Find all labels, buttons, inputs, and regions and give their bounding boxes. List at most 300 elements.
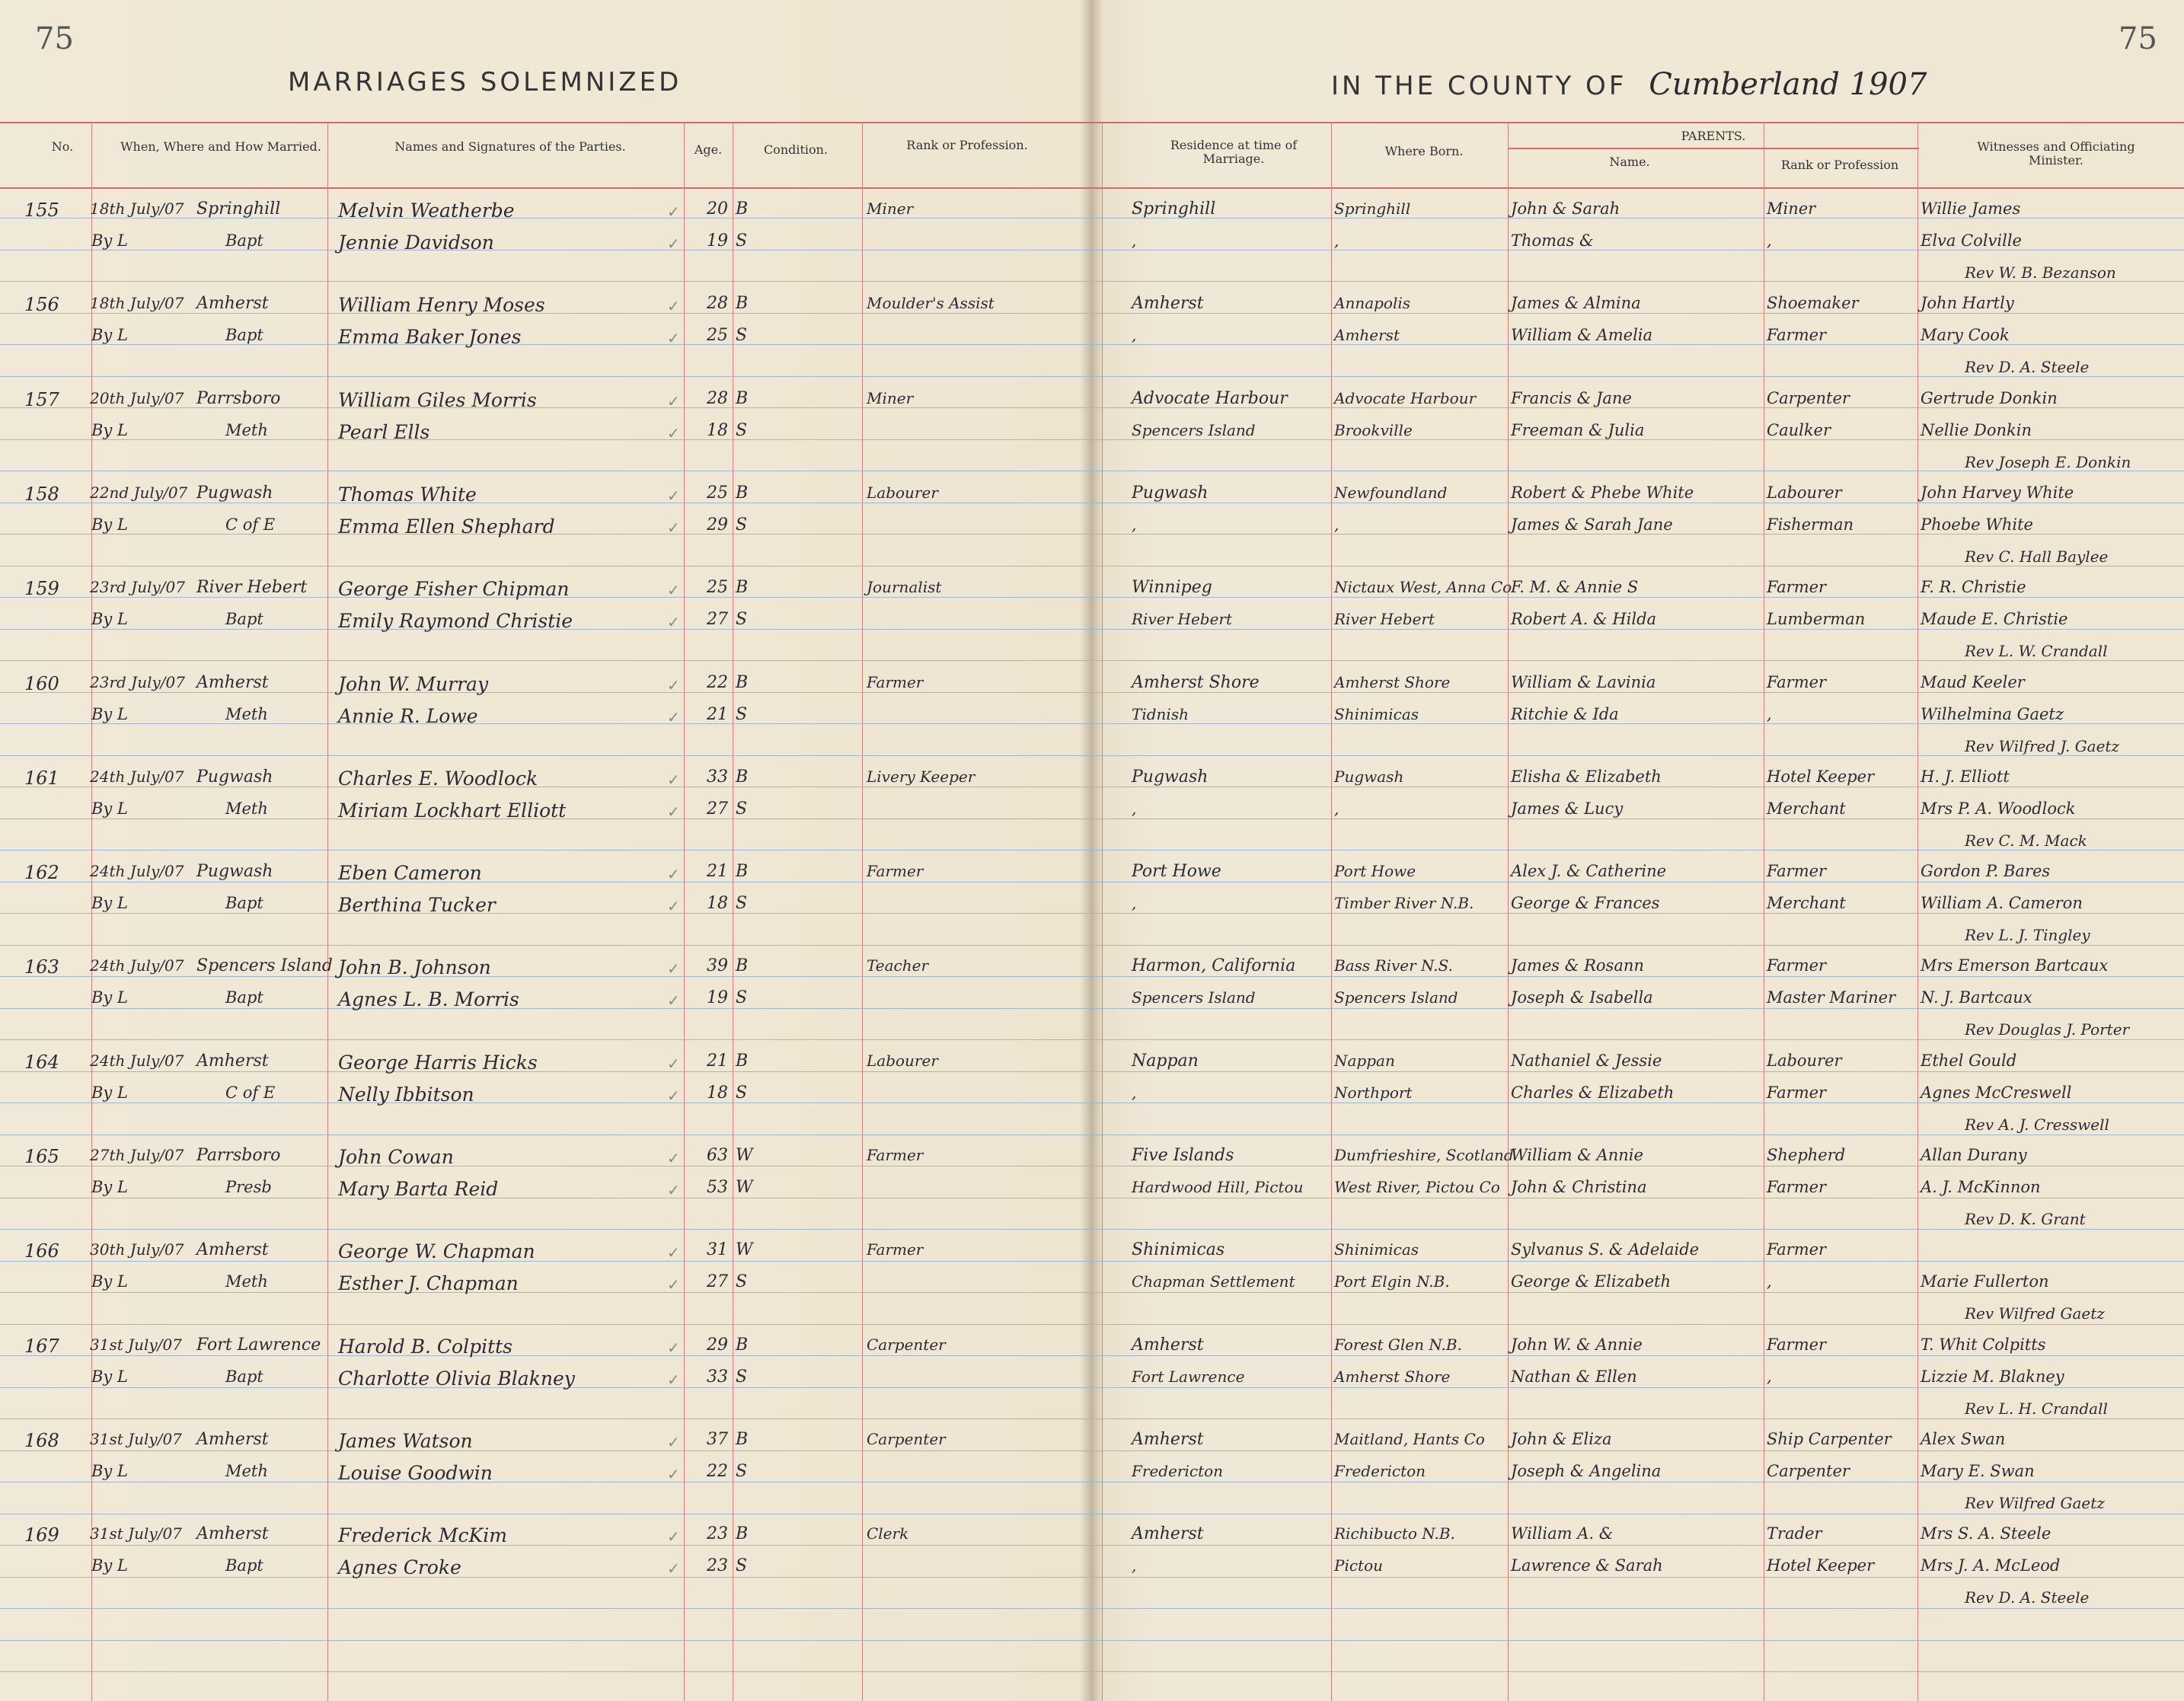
groom-residence: Shinimicas [1132, 1240, 1225, 1260]
entry-number: 155 [24, 199, 59, 221]
denomination: Meth [225, 1461, 268, 1480]
witness-2: Elva Colville [1921, 231, 2022, 250]
bride-parents: Joseph & Isabella [1511, 988, 1653, 1007]
bride-age: 19 [707, 988, 728, 1008]
bride-parent-rank: , [1767, 231, 1772, 250]
tick-mark: ✓ [667, 329, 680, 348]
groom-age: 37 [707, 1429, 728, 1449]
bride-name: Jennie Davidson [338, 231, 494, 254]
groom-parent-rank: Farmer [1767, 862, 1827, 881]
bride-name: Berthina Tucker [338, 894, 496, 917]
groom-condition: B [736, 388, 749, 408]
tick-mark: ✓ [667, 1370, 680, 1389]
groom-name: Charles E. Woodlock [338, 767, 538, 790]
marriage-place: Amherst [196, 672, 269, 692]
bride-birthplace: , [1334, 515, 1339, 534]
bride-parent-rank: Farmer [1767, 1178, 1827, 1196]
bride-residence: Fort Lawrence [1132, 1367, 1245, 1386]
bride-condition: S [736, 1083, 748, 1103]
bride-name: Emma Baker Jones [338, 326, 522, 349]
bride-condition: S [736, 610, 748, 630]
right-page [1090, 0, 2184, 1701]
bride-residence: , [1132, 326, 1137, 345]
entry-number: 164 [24, 1051, 59, 1073]
groom-birthplace: Nappan [1334, 1051, 1395, 1070]
officiating-minister: Rev Douglas J. Porter [1965, 1020, 2130, 1039]
marriage-date: 18th July/07 [90, 294, 184, 313]
groom-name: Melvin Weatherbe [338, 199, 515, 222]
tick-mark: ✓ [667, 1527, 680, 1546]
marriage-date: 31st July/07 [90, 1335, 182, 1354]
tick-mark: ✓ [667, 486, 680, 505]
groom-residence: Pugwash [1132, 767, 1209, 787]
groom-parent-rank: Farmer [1767, 1335, 1827, 1354]
groom-name: John W. Murray [338, 672, 489, 695]
entry-number: 169 [24, 1524, 59, 1546]
entry-number: 165 [24, 1146, 59, 1167]
bride-birthplace: Amherst [1334, 326, 1400, 345]
entry-number: 167 [24, 1335, 59, 1357]
groom-age: 25 [707, 578, 728, 598]
bride-parents: James & Lucy [1511, 799, 1624, 818]
witness-2: A. J. McKinnon [1921, 1178, 2041, 1196]
groom-parent-rank: Farmer [1767, 578, 1827, 597]
groom-parent-rank: Hotel Keeper [1767, 767, 1875, 786]
licence-type: By L [91, 988, 128, 1007]
bride-parents: Ritchie & Ida [1511, 704, 1619, 723]
page-number-right: 75 [2119, 21, 2157, 56]
bride-parent-rank: Caulker [1767, 420, 1831, 439]
col-head-witnesses: Witnesses and Officiating Minister. [1977, 139, 2135, 168]
groom-profession: Labourer [867, 1051, 938, 1070]
witness-2: William A. Cameron [1921, 894, 2083, 913]
tick-mark: ✓ [667, 1181, 680, 1199]
column-rule [1102, 122, 1103, 1701]
groom-parent-rank: Labourer [1767, 1051, 1842, 1070]
entry-number: 159 [24, 578, 59, 600]
marriage-place: Amherst [196, 294, 269, 314]
witness-1: T. Whit Colpitts [1921, 1335, 2046, 1354]
bride-condition: S [736, 988, 748, 1008]
officiating-minister: Rev Joseph E. Donkin [1965, 452, 2131, 471]
bride-parents: James & Sarah Jane [1511, 515, 1673, 534]
bride-name: Annie R. Lowe [338, 704, 478, 727]
groom-parents: Nathaniel & Jessie [1511, 1051, 1662, 1070]
groom-residence: Amherst [1132, 1429, 1204, 1449]
officiating-minister: Rev Wilfred J. Gaetz [1965, 736, 2119, 755]
licence-type: By L [91, 1083, 128, 1102]
column-rule [862, 122, 863, 1701]
marriage-place: Parrsboro [196, 388, 281, 408]
marriage-place: Amherst [196, 1524, 269, 1544]
tick-mark: ✓ [667, 203, 680, 221]
groom-parents: Elisha & Elizabeth [1511, 767, 1662, 786]
marriage-date: 30th July/07 [90, 1240, 184, 1259]
bride-age: 25 [707, 326, 728, 346]
marriage-date: 24th July/07 [90, 767, 184, 786]
groom-parent-rank: Shoemaker [1767, 294, 1859, 313]
column-rule [327, 122, 328, 1701]
witness-1: Allan Durany [1921, 1146, 2027, 1164]
groom-birthplace: Port Howe [1334, 862, 1416, 881]
groom-age: 20 [707, 199, 728, 219]
groom-birthplace: Bass River N.S. [1334, 956, 1453, 975]
bride-birthplace: , [1334, 231, 1339, 250]
groom-name: John B. Johnson [338, 956, 491, 979]
denomination: Bapt [225, 1556, 263, 1575]
bride-birthplace: , [1334, 799, 1339, 818]
groom-residence: Springhill [1132, 199, 1216, 219]
witness-1: F. R. Christie [1921, 578, 2026, 597]
bride-parents: Freeman & Julia [1511, 420, 1645, 439]
bride-birthplace: Port Elgin N.B. [1334, 1272, 1450, 1291]
groom-residence: Five Islands [1132, 1146, 1234, 1165]
groom-condition: B [736, 1524, 749, 1544]
tick-mark: ✓ [667, 1275, 680, 1294]
groom-name: William Henry Moses [338, 294, 545, 317]
groom-parents: James & Almina [1511, 294, 1641, 313]
tick-mark: ✓ [667, 1149, 680, 1167]
tick-mark: ✓ [667, 707, 680, 726]
bride-birthplace: Amherst Shore [1334, 1367, 1451, 1386]
witness-1: John Hartly [1921, 294, 2014, 313]
denomination: Meth [225, 1272, 268, 1291]
groom-parent-rank: Carpenter [1767, 388, 1850, 407]
bride-birthplace: Spencers Island [1334, 988, 1458, 1007]
licence-type: By L [91, 1178, 128, 1196]
officiating-minister: Rev Wilfred Gaetz [1965, 1304, 2105, 1323]
officiating-minister: Rev L. H. Crandall [1965, 1399, 2108, 1418]
bride-condition: S [736, 1556, 748, 1576]
groom-profession: Miner [867, 388, 914, 407]
groom-residence: Amherst [1132, 1524, 1204, 1544]
denomination: Bapt [225, 1367, 263, 1386]
licence-type: By L [91, 1367, 128, 1386]
groom-parents: Sylvanus S. & Adelaide [1511, 1240, 1700, 1259]
witness-1: Gordon P. Bares [1921, 862, 2051, 881]
witness-2: Mrs J. A. McLeod [1921, 1556, 2061, 1575]
bride-condition: S [736, 231, 748, 251]
witness-2: Agnes McCreswell [1921, 1083, 2072, 1102]
groom-condition: B [736, 1335, 749, 1355]
licence-type: By L [91, 610, 128, 629]
groom-parents: John & Sarah [1511, 199, 1620, 218]
licence-type: By L [91, 420, 128, 439]
groom-age: 29 [707, 1335, 728, 1355]
groom-age: 21 [707, 1051, 728, 1071]
groom-birthplace: Pugwash [1334, 767, 1404, 786]
bride-residence: , [1132, 231, 1137, 250]
groom-parents: Francis & Jane [1511, 388, 1632, 407]
bride-parent-rank: Farmer [1767, 326, 1827, 345]
bride-residence: , [1132, 894, 1137, 913]
officiating-minister: Rev D. K. Grant [1965, 1210, 2086, 1228]
bride-parents: Robert A. & Hilda [1511, 610, 1657, 629]
groom-parents: John W. & Annie [1511, 1335, 1643, 1354]
bride-parent-rank: Fisherman [1767, 515, 1854, 534]
bride-age: 27 [707, 1272, 728, 1292]
entry-number: 168 [24, 1429, 59, 1451]
groom-residence: Amherst [1132, 1335, 1204, 1355]
tick-mark: ✓ [667, 802, 680, 821]
bride-age: 27 [707, 610, 728, 630]
groom-profession: Farmer [867, 1240, 924, 1259]
marriage-date: 31st July/07 [90, 1524, 182, 1543]
marriage-place: Pugwash [196, 862, 273, 882]
groom-birthplace: Newfoundland [1334, 483, 1448, 502]
bride-parents: Lawrence & Sarah [1511, 1556, 1663, 1575]
groom-profession: Moulder's Assist [867, 294, 995, 313]
entry-number: 156 [24, 294, 59, 316]
tick-mark: ✓ [667, 297, 680, 316]
witness-2: Mary Cook [1921, 326, 2010, 345]
groom-age: 39 [707, 956, 728, 976]
tick-mark: ✓ [667, 991, 680, 1010]
marriage-place: Amherst [196, 1240, 269, 1260]
entry-number: 166 [24, 1240, 59, 1262]
groom-parent-rank: Trader [1767, 1524, 1822, 1543]
marriage-place: River Hebert [196, 578, 308, 598]
groom-age: 28 [707, 388, 728, 408]
groom-birthplace: Springhill [1334, 199, 1411, 218]
bride-condition: S [736, 420, 748, 440]
marriage-place: Amherst [196, 1429, 269, 1449]
witness-2: Mary E. Swan [1921, 1461, 2035, 1480]
groom-birthplace: Forest Glen N.B. [1334, 1335, 1462, 1354]
bride-age: 53 [707, 1178, 728, 1197]
bride-birthplace: Northport [1334, 1083, 1413, 1102]
officiating-minister: Rev L. J. Tingley [1965, 926, 2090, 945]
witness-1: John Harvey White [1921, 483, 2074, 502]
bride-name: Louise Goodwin [338, 1461, 493, 1484]
licence-type: By L [91, 326, 128, 345]
bride-age: 18 [707, 894, 728, 914]
witness-1: Ethel Gould [1921, 1051, 2017, 1070]
marriage-date: 20th July/07 [90, 388, 184, 407]
groom-name: George Fisher Chipman [338, 578, 570, 601]
bride-parents: Thomas & [1511, 231, 1594, 250]
groom-parent-rank: Farmer [1767, 1240, 1827, 1259]
bride-birthplace: Pictou [1334, 1556, 1384, 1575]
groom-residence: Harmon, California [1132, 956, 1296, 976]
bride-name: Emily Raymond Christie [338, 610, 573, 633]
groom-age: 33 [707, 767, 728, 787]
bride-residence: , [1132, 1083, 1137, 1102]
groom-profession: Miner [867, 199, 914, 218]
groom-condition: B [736, 862, 749, 882]
denomination: C of E [225, 1083, 276, 1102]
groom-condition: B [736, 1429, 749, 1449]
groom-parents: William & Annie [1511, 1146, 1643, 1164]
groom-birthplace: Shinimicas [1334, 1240, 1419, 1259]
bride-residence: Spencers Island [1132, 420, 1256, 439]
bride-age: 19 [707, 231, 728, 251]
col-head-names: Names and Signatures of the Parties. [394, 139, 626, 154]
tick-mark: ✓ [667, 865, 680, 884]
groom-birthplace: Dumfrieshire, Scotland [1334, 1146, 1514, 1164]
bride-name: Agnes L. B. Morris [338, 988, 519, 1011]
groom-birthplace: Nictaux West, Anna Co [1334, 578, 1512, 597]
col-head-no: No. [51, 139, 74, 154]
page-heading-left: MARRIAGES SOLEMNIZED [288, 67, 682, 97]
groom-profession: Farmer [867, 672, 924, 691]
marriage-date: 24th July/07 [90, 1051, 184, 1070]
groom-parents: John & Eliza [1511, 1429, 1612, 1448]
bride-residence: Fredericton [1132, 1461, 1224, 1480]
bride-parents: Charles & Elizabeth [1511, 1083, 1675, 1102]
marriage-date: 24th July/07 [90, 956, 184, 975]
bride-parent-rank: , [1767, 1272, 1772, 1291]
bride-residence: , [1132, 1556, 1137, 1575]
witness-2: N. J. Bartcaux [1921, 988, 2032, 1007]
groom-name: Thomas White [338, 483, 477, 506]
groom-age: 28 [707, 294, 728, 314]
bride-condition: S [736, 799, 748, 819]
bride-name: Esther J. Chapman [338, 1272, 519, 1295]
licence-type: By L [91, 231, 128, 250]
entry-number: 160 [24, 672, 59, 694]
groom-birthplace: Maitland, Hants Co [1334, 1429, 1485, 1448]
bride-residence: Hardwood Hill, Pictou [1132, 1178, 1304, 1196]
groom-name: Frederick McKim [338, 1524, 507, 1547]
bride-parents: John & Christina [1511, 1178, 1647, 1196]
groom-condition: B [736, 199, 749, 219]
page-heading-right [1331, 67, 1927, 102]
column-rule [1331, 122, 1332, 1701]
bride-age: 27 [707, 799, 728, 819]
bride-residence: Tidnish [1132, 704, 1189, 723]
tick-mark: ✓ [667, 1054, 680, 1073]
entry-number: 157 [24, 388, 59, 410]
officiating-minister: Rev L. W. Crandall [1965, 642, 2108, 661]
bride-parent-rank: Merchant [1767, 799, 1846, 818]
bride-age: 33 [707, 1367, 728, 1387]
groom-residence: Pugwash [1132, 483, 1209, 503]
heading-prefix: IN THE COUNTY OF [1331, 71, 1627, 101]
groom-parent-rank: Miner [1767, 199, 1816, 218]
licence-type: By L [91, 1556, 128, 1575]
bride-parents: George & Elizabeth [1511, 1272, 1671, 1291]
groom-parents: William & Lavinia [1511, 672, 1656, 691]
bride-name: Agnes Croke [338, 1556, 461, 1579]
bride-parents: George & Frances [1511, 894, 1660, 913]
denomination: C of E [225, 515, 276, 534]
bride-birthplace: Shinimicas [1334, 704, 1419, 723]
groom-name: James Watson [338, 1429, 473, 1452]
groom-birthplace: Advocate Harbour [1334, 388, 1477, 407]
officiating-minister: Rev D. A. Steele [1965, 358, 2090, 377]
denomination: Bapt [225, 988, 263, 1007]
groom-profession: Farmer [867, 862, 924, 881]
bride-parent-rank: Lumberman [1767, 610, 1866, 629]
tick-mark: ✓ [667, 1559, 680, 1578]
bride-residence: River Hebert [1132, 610, 1233, 629]
bride-parent-rank: , [1767, 1367, 1772, 1386]
marriage-place: Parrsboro [196, 1146, 281, 1165]
page-number-left: 75 [35, 21, 74, 56]
entry-number: 158 [24, 483, 59, 505]
witness-2: Maude E. Christie [1921, 610, 2068, 629]
groom-birthplace: Annapolis [1334, 294, 1411, 313]
groom-condition: B [736, 483, 749, 503]
bride-age: 18 [707, 1083, 728, 1103]
denomination: Bapt [225, 231, 263, 250]
groom-condition: B [736, 1051, 749, 1071]
officiating-minister: Rev C. Hall Baylee [1965, 547, 2109, 566]
entry-number: 161 [24, 767, 59, 789]
groom-residence: Advocate Harbour [1132, 388, 1288, 408]
tick-mark: ✓ [667, 1432, 680, 1451]
groom-residence: Port Howe [1132, 862, 1221, 882]
tick-mark: ✓ [667, 518, 680, 537]
marriage-date: 23rd July/07 [90, 578, 185, 597]
groom-name: George W. Chapman [338, 1240, 535, 1263]
groom-name: Harold B. Colpitts [338, 1335, 513, 1358]
col-head-parents: PARENTS. [1681, 129, 1746, 143]
groom-profession: Labourer [867, 483, 938, 502]
tick-mark: ✓ [667, 613, 680, 632]
licence-type: By L [91, 1272, 128, 1291]
groom-condition: W [736, 1146, 753, 1165]
tick-mark: ✓ [667, 675, 680, 694]
tick-mark: ✓ [667, 1086, 680, 1105]
tick-mark: ✓ [667, 1338, 680, 1357]
groom-birthplace: Amherst Shore [1334, 672, 1451, 691]
bride-parent-rank: , [1767, 704, 1772, 723]
denomination: Meth [225, 704, 268, 723]
bride-name: Mary Barta Reid [338, 1178, 499, 1200]
groom-condition: B [736, 672, 749, 692]
groom-parent-rank: Shepherd [1767, 1146, 1846, 1164]
groom-parent-rank: Labourer [1767, 483, 1842, 502]
denomination: Meth [225, 799, 268, 818]
groom-age: 21 [707, 862, 728, 882]
groom-parent-rank: Ship Carpenter [1767, 1429, 1892, 1448]
county-name: Cumberland 1907 [1649, 67, 1927, 102]
groom-parent-rank: Farmer [1767, 956, 1827, 975]
groom-parents: Alex J. & Catherine [1511, 862, 1667, 881]
bride-parents: William & Amelia [1511, 326, 1653, 345]
witness-2: Lizzie M. Blakney [1921, 1367, 2064, 1386]
groom-profession: Farmer [867, 1146, 924, 1164]
bride-age: 22 [707, 1461, 728, 1481]
book-gutter [1080, 0, 1103, 1701]
groom-residence: Winnipeg [1132, 578, 1212, 598]
col-head-parent-rank: Rank or Profession [1780, 158, 1899, 172]
bride-name: Miriam Lockhart Elliott [338, 799, 567, 822]
bride-parent-rank: Farmer [1767, 1083, 1827, 1102]
col-head-age: Age. [694, 142, 723, 157]
bride-birthplace: River Hebert [1334, 610, 1435, 629]
groom-condition: B [736, 294, 749, 314]
tick-mark: ✓ [667, 959, 680, 978]
tick-mark: ✓ [667, 1464, 680, 1483]
bride-condition: S [736, 515, 748, 535]
tick-mark: ✓ [667, 897, 680, 916]
groom-residence: Nappan [1132, 1051, 1199, 1071]
officiating-minister: Rev C. M. Mack [1965, 831, 2087, 850]
groom-profession: Clerk [867, 1524, 909, 1543]
marriage-place: Fort Lawrence [196, 1335, 321, 1355]
bride-condition: S [736, 894, 748, 914]
denomination: Meth [225, 420, 268, 439]
groom-profession: Journalist [867, 578, 942, 597]
groom-age: 22 [707, 672, 728, 692]
bride-birthplace: Timber River N.B. [1334, 894, 1474, 913]
licence-type: By L [91, 799, 128, 818]
bride-name: Pearl Ells [338, 420, 430, 443]
witness-1: H. J. Elliott [1921, 767, 2010, 786]
